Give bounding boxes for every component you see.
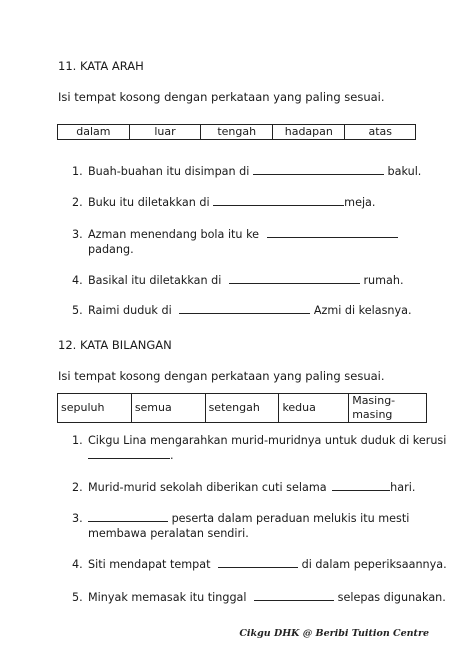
word-box: tengah [201,125,273,140]
answer-blank[interactable] [254,591,334,601]
question-text-after: selepas digunakan. [337,591,446,604]
question-text [88,196,375,209]
word-box: dalam [58,125,130,140]
question-text [88,591,446,604]
word-box: Masing-masing [349,394,427,423]
question-text [88,304,412,317]
section-12-word-table [57,393,427,423]
answer-blank[interactable] [332,481,390,491]
question-number: 5. [72,591,83,604]
answer-blank[interactable] [229,274,360,284]
question-text-before: Buku itu diletakkan di [88,196,210,209]
question-text-after: peserta dalam peraduan melukis itu mesti [171,512,410,525]
answer-blank[interactable] [213,196,344,206]
footer-credit: Cikgu DHK @ Beribi Tuition Centre [239,628,429,639]
word-box: luar [129,125,200,140]
answer-blank[interactable] [267,228,398,238]
question-text-after: rumah. [363,274,404,287]
question-number: 1. [72,165,83,178]
question-text [88,512,409,525]
question-number: 1. [72,434,83,447]
word-box: atas [345,125,416,140]
question-number: 2. [72,481,83,494]
answer-blank[interactable] [88,512,168,522]
question-text-before: Raimi duduk di [88,304,172,317]
question-text [88,228,398,241]
question-text-before: Buah-buahan itu disimpan di [88,165,250,178]
section-11-title: 11. KATA ARAH [58,59,144,73]
question-text-after: di dalam peperiksaannya. [301,558,447,571]
word-box: setengah [205,394,279,423]
question-text-after: bakul. [387,165,422,178]
question-text-after: meja. [344,196,376,209]
question-text [88,165,421,178]
section-11-instruction: Isi tempat kosong dengan perkataan yang paling sesuai. [58,90,385,104]
answer-blank[interactable] [88,449,170,459]
word-box: sepuluh [58,394,132,423]
question-number: 3. [72,512,83,525]
question-text-line2: padang. [88,243,134,256]
answer-blank[interactable] [253,165,384,175]
section-11-word-table [57,124,416,140]
question-text-before: Murid-murid sekolah diberikan cuti selama [88,481,327,494]
question-text [88,481,415,494]
section-12-title: 12. KATA BILANGAN [58,338,172,352]
question-number: 4. [72,274,83,287]
question-number: 4. [72,558,83,571]
question-number: 5. [72,304,83,317]
question-text: Cikgu Lina mengarahkan murid-muridnya untuk duduk di kerusi [88,434,447,447]
question-text-before: Azman menendang bola itu ke [88,228,260,241]
question-text [88,558,447,571]
question-text-after: hari. [390,481,416,494]
question-text-before: Minyak memasak itu tinggal [88,591,247,604]
question-text-line2: membawa peralatan sendiri. [88,527,249,540]
question-text-after: . [170,449,174,462]
word-box: semua [131,394,205,423]
question-text-after: Azmi di kelasnya. [313,304,412,317]
question-text-before: Siti mendapat tempat [88,558,211,571]
question-text-before: Basikal itu diletakkan di [88,274,222,287]
question-number: 3. [72,228,83,241]
section-12-instruction: Isi tempat kosong dengan perkataan yang paling sesuai. [58,369,385,383]
answer-blank[interactable] [179,304,310,314]
answer-blank[interactable] [218,558,298,568]
word-box: hadapan [273,125,345,140]
question-number: 2. [72,196,83,209]
word-box: kedua [279,394,349,423]
question-text [88,274,404,287]
question-text-line2 [88,449,174,462]
